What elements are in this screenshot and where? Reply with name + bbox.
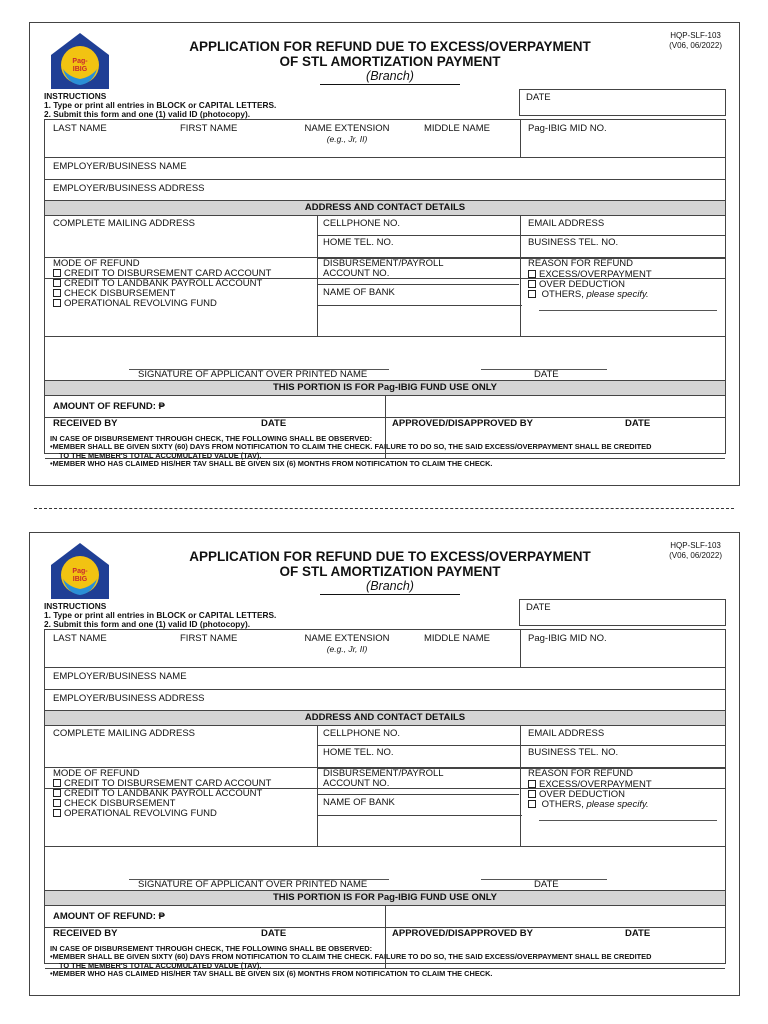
last-name-field[interactable]: LAST NAME [53,633,107,644]
mode-option-disbursement-card[interactable]: CREDIT TO DISBURSEMENT CARD ACCOUNT [53,269,271,279]
form-code [669,31,722,51]
mailing-address-field[interactable]: COMPLETE MAILING ADDRESS [53,218,196,229]
mode-of-refund-label: MODE OF REFUND [53,258,140,269]
reason-option-over-deduction[interactable]: OVER DEDUCTION [528,280,625,290]
amount-of-refund-field[interactable]: AMOUNT OF REFUND: ₱ [53,401,165,412]
others-specify-line[interactable] [539,310,717,311]
reason-option-others[interactable] [528,290,649,300]
instruction-1: 1. Type or print all entries in BLOCK or CAPITAL LETTERS. [44,100,277,110]
employer-address-field[interactable]: EMPLOYER/BUSINESS ADDRESS [53,183,205,194]
form-code-id: HQP-SLF-103 [670,541,721,550]
employer-name-field[interactable]: EMPLOYER/BUSINESS NAME [53,161,187,172]
name-extension-label: NAME EXTENSION [304,633,390,644]
form-version: (V06, 06/2022) [669,551,722,560]
approved-date-field[interactable]: DATE [625,418,651,429]
note-1-cont: TO THE MEMBER'S TOTAL ACCUMULATED VALUE (TAV). [59,960,262,970]
bank-name-field[interactable]: NAME OF BANK [323,797,395,808]
payroll-account-label-2: ACCOUNT NO. [323,778,390,789]
instruction-2: 2. Submit this form and one (1) valid ID (photocopy). [44,109,251,119]
note-1: • MEMBER SHALL BE GIVEN SIXTY (60) DAYS FROM NOTIFICATION TO CLAIM THE CHECK. FAILURE TO DO SO, THE SAID EXCESS/OVERPAYMENT SHALL BE CREDITED [50,443,722,451]
form-copy-2 [29,532,740,996]
logo-text-bottom: IBIG [72,576,88,583]
reason-others-label: OTHERS, [541,289,584,300]
logo-text-bottom: IBIG [72,66,88,73]
note-1: • MEMBER SHALL BE GIVEN SIXTY (60) DAYS FROM NOTIFICATION TO CLAIM THE CHECK. FAILURE TO DO SO, THE SAID EXCESS/OVERPAYMENT SHALL BE CREDITED [50,953,722,961]
first-name-field[interactable]: FIRST NAME [180,633,238,644]
employer-name-field[interactable]: EMPLOYER/BUSINESS NAME [53,671,187,682]
received-date-field[interactable]: DATE [261,928,287,939]
received-by-field[interactable]: RECEIVED BY [53,928,118,939]
reason-label: REASON FOR REFUND [528,258,634,269]
home-tel-field[interactable]: HOME TEL. NO. [323,747,394,758]
office-use-header: THIS PORTION IS FOR Pag-IBIG FUND USE ONLY [45,890,725,906]
approved-by-field[interactable]: APPROVED/DISAPPROVED BY [392,928,533,939]
mailing-address-field[interactable]: COMPLETE MAILING ADDRESS [53,728,196,739]
check-disbursement-notes [50,945,722,979]
business-tel-field[interactable]: BUSINESS TEL. NO. [528,237,619,248]
mode-option-landbank[interactable]: CREDIT TO LANDBANK PAYROLL ACCOUNT [53,789,262,799]
approved-by-field[interactable]: APPROVED/DISAPPROVED BY [392,418,533,429]
date-label: DATE [526,602,551,613]
received-by-field[interactable]: RECEIVED BY [53,418,118,429]
form-title [140,549,640,579]
employer-address-field[interactable]: EMPLOYER/BUSINESS ADDRESS [53,693,205,704]
signature-label: SIGNATURE OF APPLICANT OVER PRINTED NAME [138,369,368,380]
cellphone-field[interactable]: CELLPHONE NO. [323,218,401,229]
form-grid [44,629,726,964]
reason-option-excess[interactable]: EXCESS/OVERPAYMENT [528,780,652,790]
title-line-1: APPLICATION FOR REFUND DUE TO EXCESS/OVERPAYMENT [189,39,591,54]
check-disbursement-notes [50,435,722,469]
pag-ibig-logo [45,539,115,605]
mode-option-check[interactable]: CHECK DISBURSEMENT [53,799,175,809]
email-field[interactable]: EMAIL ADDRESS [528,218,605,229]
cut-line [34,508,734,509]
reason-others-label: OTHERS, [541,799,584,810]
reason-option-excess[interactable]: EXCESS/OVERPAYMENT [528,270,652,280]
logo-text-top: Pag- [72,58,88,65]
payroll-account-field[interactable] [323,769,444,789]
mode-option-revolving-fund[interactable]: OPERATIONAL REVOLVING FUND [53,299,217,309]
payroll-account-label-1: DISBURSEMENT/PAYROLL [323,768,444,779]
payroll-account-label-1: DISBURSEMENT/PAYROLL [323,258,444,269]
signature-date-label: DATE [534,369,559,380]
received-date-field[interactable]: DATE [261,418,287,429]
middle-name-field[interactable]: MIDDLE NAME [424,123,490,134]
payroll-account-label-2: ACCOUNT NO. [323,268,390,279]
notes-heading: IN CASE OF DISBURSEMENT THROUGH CHECK, THE FOLLOWING SHALL BE OBSERVED: [50,434,373,443]
reason-option-others[interactable] [528,800,649,810]
business-tel-field[interactable]: BUSINESS TEL. NO. [528,747,619,758]
date-label: DATE [526,92,551,103]
name-extension-hint: (e.g., Jr, II) [326,134,368,144]
title-line-2: OF STL AMORTIZATION PAYMENT [279,564,501,579]
approved-date-field[interactable]: DATE [625,928,651,939]
form-code-id: HQP-SLF-103 [670,31,721,40]
note-2: • MEMBER WHO HAS CLAIMED HIS/HER TAV SHALL BE GIVEN SIX (6) MONTHS FROM NOTIFICATION TO CLAIM THE CHECK. [50,970,722,978]
reason-label: REASON FOR REFUND [528,768,634,779]
date-field[interactable] [519,89,726,116]
email-field[interactable]: EMAIL ADDRESS [528,728,605,739]
home-tel-field[interactable]: HOME TEL. NO. [323,237,394,248]
signature-label: SIGNATURE OF APPLICANT OVER PRINTED NAME [138,879,368,890]
branch-field[interactable]: (Branch) [320,579,460,595]
mode-option-revolving-fund[interactable]: OPERATIONAL REVOLVING FUND [53,809,217,819]
notes-heading: IN CASE OF DISBURSEMENT THROUGH CHECK, THE FOLLOWING SHALL BE OBSERVED: [50,944,373,953]
cellphone-field[interactable]: CELLPHONE NO. [323,728,401,739]
mid-no-field[interactable]: Pag-IBIG MID NO. [528,123,607,134]
last-name-field[interactable]: LAST NAME [53,123,107,134]
form-code [669,541,722,561]
name-extension-field[interactable] [302,124,392,144]
others-specify-line[interactable] [539,820,717,821]
note-1-cont: TO THE MEMBER'S TOTAL ACCUMULATED VALUE (TAV). [59,450,262,460]
name-extension-field[interactable] [302,634,392,654]
mode-option-disbursement-card[interactable]: CREDIT TO DISBURSEMENT CARD ACCOUNT [53,779,271,789]
reason-others-hint: please specify. [586,799,649,810]
date-field[interactable] [519,599,726,626]
instructions [44,92,276,119]
middle-name-field[interactable]: MIDDLE NAME [424,633,490,644]
branch-field[interactable]: (Branch) [320,69,460,85]
instructions-heading: INSTRUCTIONS [44,91,107,101]
address-section-header: ADDRESS AND CONTACT DETAILS [45,200,725,216]
title-line-1: APPLICATION FOR REFUND DUE TO EXCESS/OVERPAYMENT [189,549,591,564]
amount-of-refund-field[interactable]: AMOUNT OF REFUND: ₱ [53,911,165,922]
reason-option-over-deduction[interactable]: OVER DEDUCTION [528,790,625,800]
signature-date-label: DATE [534,879,559,890]
instruction-2: 2. Submit this form and one (1) valid ID (photocopy). [44,619,251,629]
instructions-heading: INSTRUCTIONS [44,601,107,611]
form-grid [44,119,726,454]
office-use-header: THIS PORTION IS FOR Pag-IBIG FUND USE ONLY [45,380,725,396]
pag-ibig-logo [45,29,115,95]
form-version: (V06, 06/2022) [669,41,722,50]
payroll-account-field[interactable] [323,259,444,279]
title-line-2: OF STL AMORTIZATION PAYMENT [279,54,501,69]
instruction-1: 1. Type or print all entries in BLOCK or CAPITAL LETTERS. [44,610,277,620]
logo-text-top: Pag- [72,568,88,575]
mid-no-field[interactable]: Pag-IBIG MID NO. [528,633,607,644]
mode-of-refund-label: MODE OF REFUND [53,768,140,779]
mode-option-check[interactable]: CHECK DISBURSEMENT [53,289,175,299]
first-name-field[interactable]: FIRST NAME [180,123,238,134]
note-2: • MEMBER WHO HAS CLAIMED HIS/HER TAV SHALL BE GIVEN SIX (6) MONTHS FROM NOTIFICATION TO CLAIM THE CHECK. [50,460,722,468]
address-section-header: ADDRESS AND CONTACT DETAILS [45,710,725,726]
bank-name-field[interactable]: NAME OF BANK [323,287,395,298]
name-extension-label: NAME EXTENSION [304,123,390,134]
form-title [140,39,640,69]
name-extension-hint: (e.g., Jr, II) [326,644,368,654]
instructions [44,602,276,629]
form-copy-1 [29,22,740,486]
mode-option-landbank[interactable]: CREDIT TO LANDBANK PAYROLL ACCOUNT [53,279,262,289]
reason-others-hint: please specify. [586,289,649,300]
